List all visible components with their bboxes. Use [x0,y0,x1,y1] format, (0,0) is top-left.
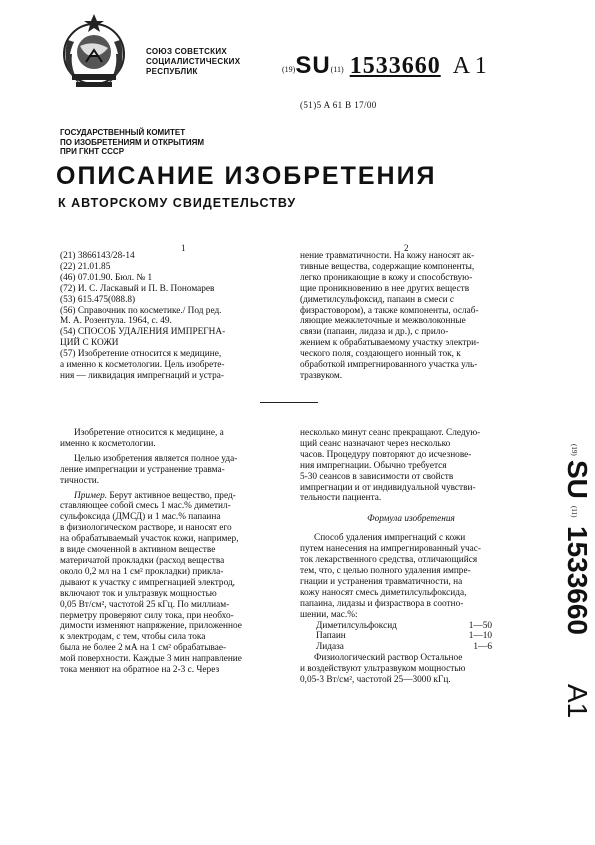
biblio-line: М. А. Розентула. 1964, с. 49. [60,316,172,327]
description-right-column: несколько минут сеанс прекращают. Следую- щий сеанс назначают через несколько часов. Процедуру повторяют до исчезнове- ния импрегнации. Обычно требуется 5-30 сеансов в зависимости от свойств импрегнации и от индивидуальной чувстви- тельности пациента. Формула изобретения Способ удаления импрегнаций с кожи путем нанесения на импрегнированный учас- ток лекарственного средства, отличающийся тем, что, с целью полного удаления импре- гнации и устранения травматичности, на кожу наносят смесь диметилсульфоксида, папаина, лидазы и физраствора в соотно- шении, мас.%: Диметилсульфоксид 1—50 Папаин 1—10 Лидаза 1—6 Физиологический раствор Остальное и воздействуют ультразвуком мощностью 0,05-3 Вт/см², частотой 25—3000 кГц. [300,428,522,686]
vertical-code-19: (19) [570,444,578,456]
column-number-left: 1 [181,243,186,253]
column-number-right: 2 [404,243,409,253]
formula-heading: Формула изобретения [367,514,455,525]
vertical-kind: A1 [562,684,593,719]
vertical-number: 1533660 [562,526,593,636]
biblio-line: ния — ликвидация импрегнаций и устра- [60,370,224,381]
committee-name: ГОСУДАРСТВЕННЫЙ КОМИТЕТ ПО ИЗОБРЕТЕНИЯМ И ОТКРЫТИЯМ ПРИ ГКНТ СССР [60,128,205,156]
biblio-line: (54) СПОСОБ УДАЛЕНИЯ ИМПРЕГНА- [60,327,226,338]
biblio-line: ЦИЙ С КОЖИ [60,338,119,349]
ipc-classification: (51)5 A 61 B 17/00 [300,100,377,110]
biblio-line: (72) И. С. Ласкавый и П. В. Пономарев [60,283,215,294]
document-number: (19)SU(11) 1533660 A 1 [282,52,487,79]
biblio-line: (21) 3866143/28-14 [60,251,135,261]
description-left-column: Изобретение относится к медицине, а именно к косметологии. Целью изобретения является полное уда- ление импрегнации и устранение травма- тичности. Пример. Берут активное вещество, пред- ставляющее собой смесь 1 мас.% диметил- сульфоксида (ДМСД) и 1 мас.% папаина в физиологическом растворе, и наносят его на обрабатываемый участок кожи, например, в виде смоченной в активном веществе материчатой прокладки (расход вещества около 0,2 мл на 1 см² прокладки) прикла- дывают к участку с импрегнацией электрод, включают ток и ультразвук мощностью 0,05 Вт/см², частотой 25 кГц. По миллиам- перметру проверяют силу тока, при необхо- димости изменяют напряжение, приложенное к электродам, с тем, чтобы сила тока была не более 2 мА на 1 см² обрабатывае- мой поверхности. Каждые 3 мин направление тока меняют на обратное на 2-3 с. Через [60,428,276,676]
abstract-continuation: нение травматичности. На кожу наносят ак- тивные вещества, содержащие компоненты, легко проникающие в кожу и способствую- щие проникновению в нее других веществ (диметилсульфоксид, папаин в смеси с физрастовором), а также компоненты, ослаб- ляющие межклеточные и межволоконные связи (папаин, лидаза и др.), с прило- жением к обрабатываемому участку электри- ческого поля, создающего ионный ток, к обработкой импрегнированного участка уль- тразвуком. [300,251,480,381]
biblio-line: (56) Справочник по косметике./ Под ред. [60,305,222,316]
biblio-line: (22) 21.01.85 [60,261,111,272]
vertical-document-id [548,440,595,840]
biblio-line: (46) 07.01.90. Бюл. № 1 [60,272,153,283]
vertical-office: SU [562,460,593,499]
document-subtitle: К АВТОРСКОМУ СВИДЕТЕЛЬСТВУ [58,196,297,210]
table-row: Лидаза 1—6 [316,642,492,653]
bibliographic-data [60,251,274,382]
ussr-emblem-icon [56,10,132,92]
section-divider [260,402,318,403]
country-name: СОЮЗ СОВЕТСКИХ СОЦИАЛИСТИЧЕСКИХ РЕСПУБЛИК [146,47,241,76]
biblio-line: (53) 615.475(088.8) [60,294,136,305]
biblio-line: а именно к косметологии. Цель изобрете- [60,360,225,371]
example-paragraph-start: Пример. Берут активное вещество, пред- [74,490,236,501]
document-title: ОПИСАНИЕ ИЗОБРЕТЕНИЯ [56,162,437,190]
vertical-code-11: (11) [570,506,578,518]
composition-table [316,621,492,654]
biblio-line: (57) Изобретение относится к медицине, [60,349,222,360]
table-row: Диметилсульфоксид 1—50 [316,620,492,631]
table-row: Папаин 1—10 [316,631,492,642]
